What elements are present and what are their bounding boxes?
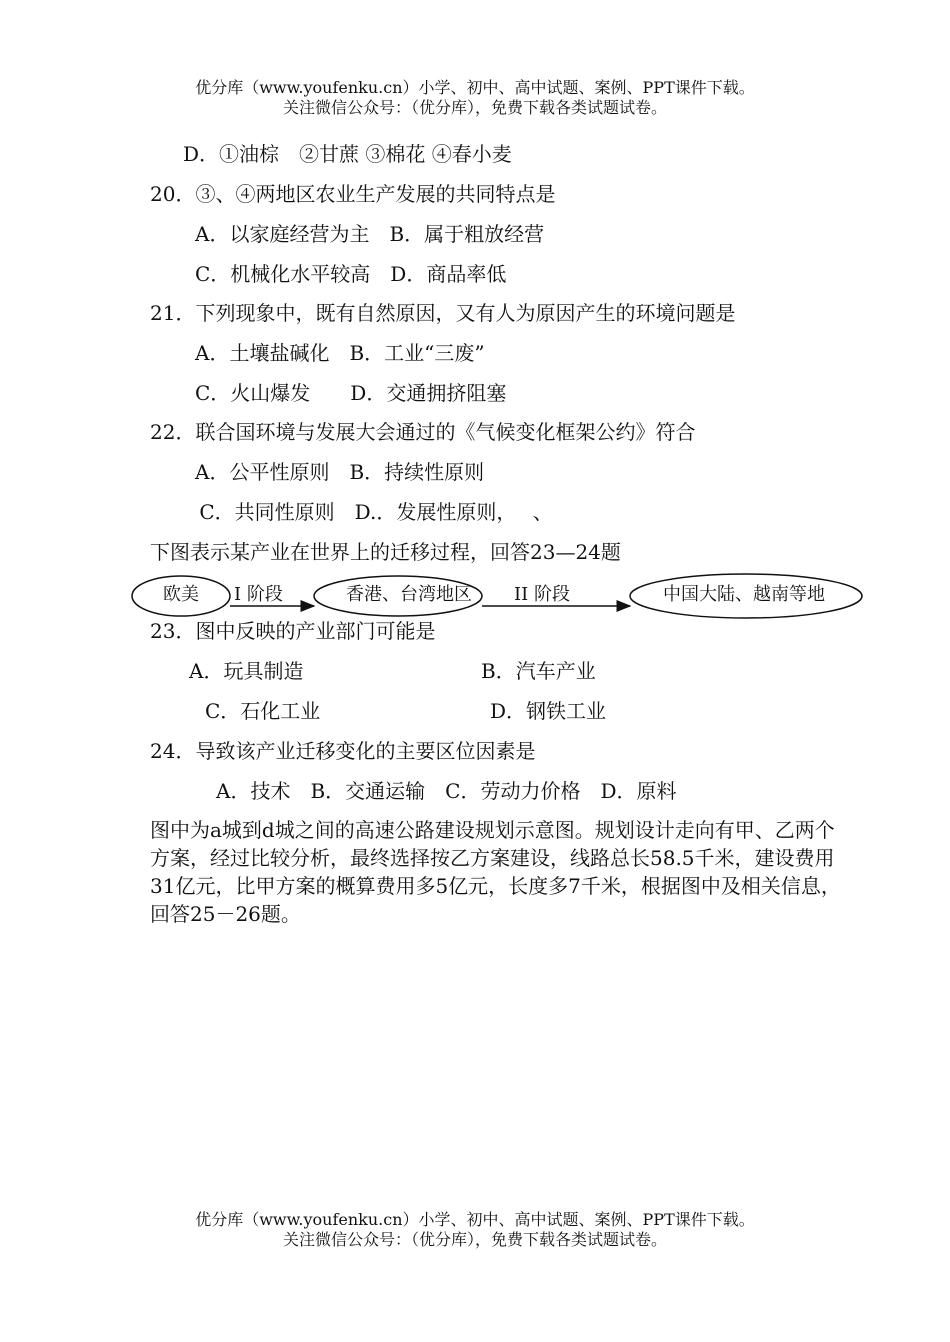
footer-line-1: 优分库（www.youfenku.cn）小学、初中、高中试题、案例、PPT课件下载。 [195,1210,755,1229]
q20-stem: 20．③、④两地区农业生产发展的共同特点是 [150,182,556,206]
q22-options-cd: C．共同性原则 D.．发展性原则， 、 [193,500,553,524]
header-line-1: 优分库（www.youfenku.cn）小学、初中、高中试题、案例、PPT课件下载。 [195,78,755,97]
q23-option-d: D．钢铁工业 [490,699,607,723]
q24-stem: 24．导致该产业迁移变化的主要区位因素是 [150,739,536,763]
q23-option-c: C．石化工业 [205,699,321,723]
q20-options-cd: C．机械化水平较高 D．商品率低 [195,262,507,286]
q19-option-d: D．①油棕 ②甘蔗 ③棉花 ④春小麦 [183,142,512,166]
stage-1-label: I 阶段 [234,584,283,605]
q21-options-cd: C．火山爆发 D．交通拥挤阻塞 [195,381,507,405]
stage-2-label: II 阶段 [514,584,570,605]
q23-stem: 23．图中反映的产业部门可能是 [150,619,436,643]
q22-stem: 22．联合国环境与发展大会通过的《气候变化框架公约》符合 [150,420,696,444]
intro-23-24: 下图表示某产业在世界上的迁移过程，回答23—24题 [150,540,621,564]
q21-options-ab: A．土壤盐碱化 B．工业“三废” [195,341,485,365]
q20-options-ab: A．以家庭经营为主 B．属于粗放经营 [195,222,545,246]
q22-options-ab: A．公平性原则 B．持续性原则 [195,460,485,484]
node-3-label: 中国大陆、越南等地 [663,584,825,605]
q23-option-a: A．玩具制造 [189,659,304,683]
q21-stem: 21．下列现象中，既有自然原因，又有人为原因产生的环境问题是 [150,301,736,325]
header-line-2: 关注微信公众号：（优分库），免费下载各类试题试卷。 [282,98,667,117]
q24-options: A．技术 B．交通运输 C．劳动力价格 D．原料 [216,779,677,803]
node-2-label: 香港、台湾地区 [346,584,472,605]
node-1-label: 欧美 [163,584,199,605]
intro-25-26: 图中为a城到d城之间的高速公路建设规划示意图。规划设计走向有甲、乙两个方案，经过比较分析，最终选择按乙方案建设，线路总长58.5千米，建设费用31亿元，比甲方案的概算费用多5亿元，长度多7千米，根据图中及相关信息，回答25－26题。 [150,818,841,926]
q23-option-b: B．汽车产业 [481,659,596,683]
footer-line-2: 关注微信公众号：（优分库），免费下载各类试题试卷。 [282,1230,667,1249]
